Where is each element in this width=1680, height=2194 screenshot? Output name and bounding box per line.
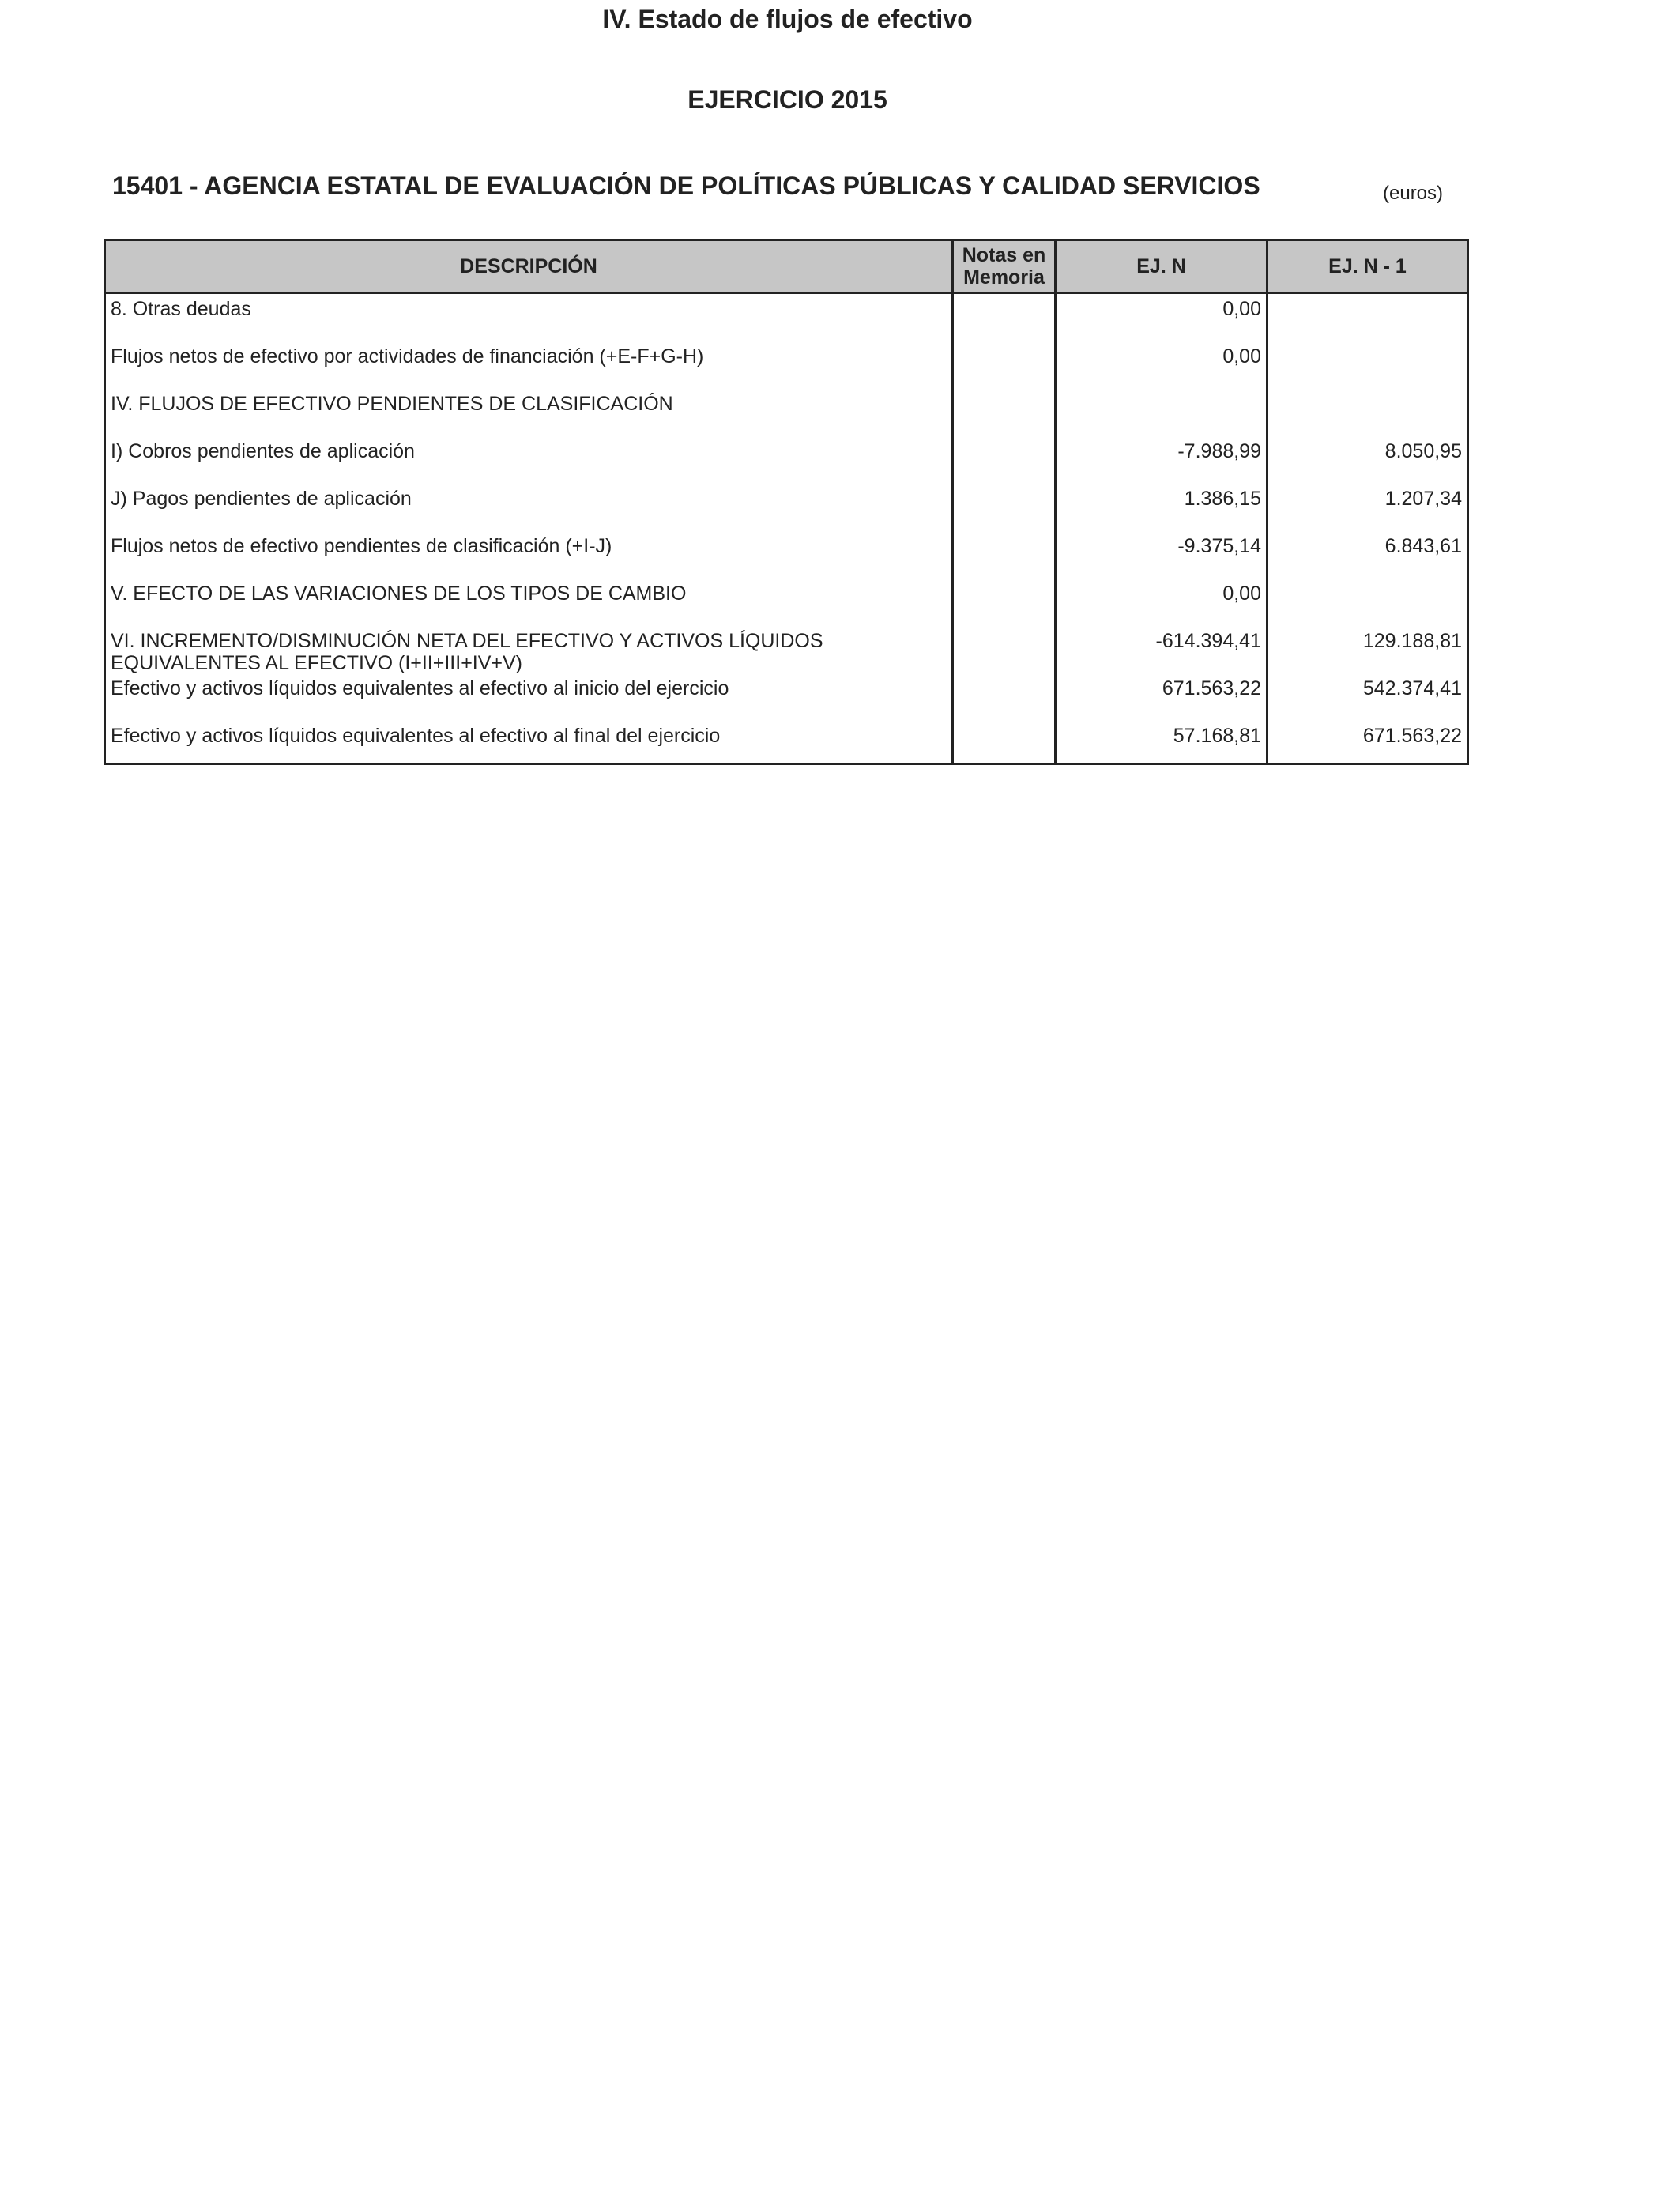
cash-flow-table: [104, 239, 1469, 765]
row-value-year-n: 0,00: [1056, 579, 1268, 627]
table-row: [105, 342, 1468, 390]
table-row: [105, 674, 1468, 722]
row-value-year-n1: 1.207,34: [1268, 484, 1468, 532]
entity-title: 15401 - AGENCIA ESTATAL DE EVALUACIÓN DE POLÍTICAS PÚBLICAS Y CALIDAD SERVICIOS: [112, 172, 1260, 200]
row-value-year-n: 0,00: [1056, 342, 1268, 390]
row-notes: [953, 293, 1056, 343]
row-value-year-n: 57.168,81: [1056, 722, 1268, 764]
row-value-year-n: [1056, 390, 1268, 437]
row-description: Flujos netos de efectivo pendientes de clasificación (+I-J): [105, 532, 953, 579]
row-description: Flujos netos de efectivo por actividades de financiación (+E-F+G-H): [105, 342, 953, 390]
row-notes: [953, 532, 1056, 579]
row-value-year-n1: [1268, 293, 1468, 343]
row-value-year-n1: [1268, 579, 1468, 627]
table-header-row: [105, 240, 1468, 293]
column-header-notes: [953, 240, 1056, 293]
column-header-year-n1: EJ. N - 1: [1268, 240, 1468, 293]
row-value-year-n: -614.394,41: [1056, 627, 1268, 674]
row-value-year-n1: [1268, 342, 1468, 390]
column-header-description: DESCRIPCIÓN: [105, 240, 953, 293]
currency-label: (euros): [1383, 183, 1444, 204]
row-description-line1: VI. INCREMENTO/DISMINUCIÓN NETA DEL EFECTIVO Y ACTIVOS LÍQUIDOS: [111, 630, 823, 652]
row-value-year-n: -7.988,99: [1056, 437, 1268, 484]
table-row: [105, 722, 1468, 764]
table-row: [105, 579, 1468, 627]
row-description-line2: EQUIVALENTES AL EFECTIVO (I+II+III+IV+V): [111, 652, 523, 674]
row-value-year-n1: [1268, 390, 1468, 437]
row-description: J) Pagos pendientes de aplicación: [105, 484, 953, 532]
row-notes: [953, 627, 1056, 674]
row-notes: [953, 579, 1056, 627]
notes-header-line1: Notas en: [962, 244, 1046, 266]
notes-header-line2: Memoria: [963, 266, 1045, 288]
row-notes: [953, 484, 1056, 532]
table-row: [105, 627, 1468, 674]
row-notes: [953, 390, 1056, 437]
row-value-year-n1: 129.188,81: [1268, 627, 1468, 674]
table-row: [105, 532, 1468, 579]
column-header-year-n: EJ. N: [1056, 240, 1268, 293]
row-description: 8. Otras deudas: [105, 293, 953, 343]
row-notes: [953, 342, 1056, 390]
table-row: [105, 293, 1468, 343]
row-notes: [953, 437, 1056, 484]
table-row: [105, 390, 1468, 437]
row-description: Efectivo y activos líquidos equivalentes al efectivo al inicio del ejercicio: [105, 674, 953, 722]
row-value-year-n: 1.386,15: [1056, 484, 1268, 532]
page-title: IV. Estado de flujos de efectivo: [602, 5, 973, 33]
row-value-year-n: 0,00: [1056, 293, 1268, 343]
row-description: Efectivo y activos líquidos equivalentes al efectivo al final del ejercicio: [105, 722, 953, 764]
row-description: [105, 627, 953, 674]
row-value-year-n1: 542.374,41: [1268, 674, 1468, 722]
row-description: V. EFECTO DE LAS VARIACIONES DE LOS TIPOS DE CAMBIO: [105, 579, 953, 627]
row-value-year-n: 671.563,22: [1056, 674, 1268, 722]
row-description: I) Cobros pendientes de aplicación: [105, 437, 953, 484]
row-notes: [953, 674, 1056, 722]
row-value-year-n1: 671.563,22: [1268, 722, 1468, 764]
row-description: IV. FLUJOS DE EFECTIVO PENDIENTES DE CLASIFICACIÓN: [105, 390, 953, 437]
row-value-year-n1: 6.843,61: [1268, 532, 1468, 579]
row-value-year-n: -9.375,14: [1056, 532, 1268, 579]
fiscal-year-heading: EJERCICIO 2015: [687, 85, 887, 114]
row-value-year-n1: 8.050,95: [1268, 437, 1468, 484]
table-row: [105, 437, 1468, 484]
table-row: [105, 484, 1468, 532]
row-notes: [953, 722, 1056, 764]
